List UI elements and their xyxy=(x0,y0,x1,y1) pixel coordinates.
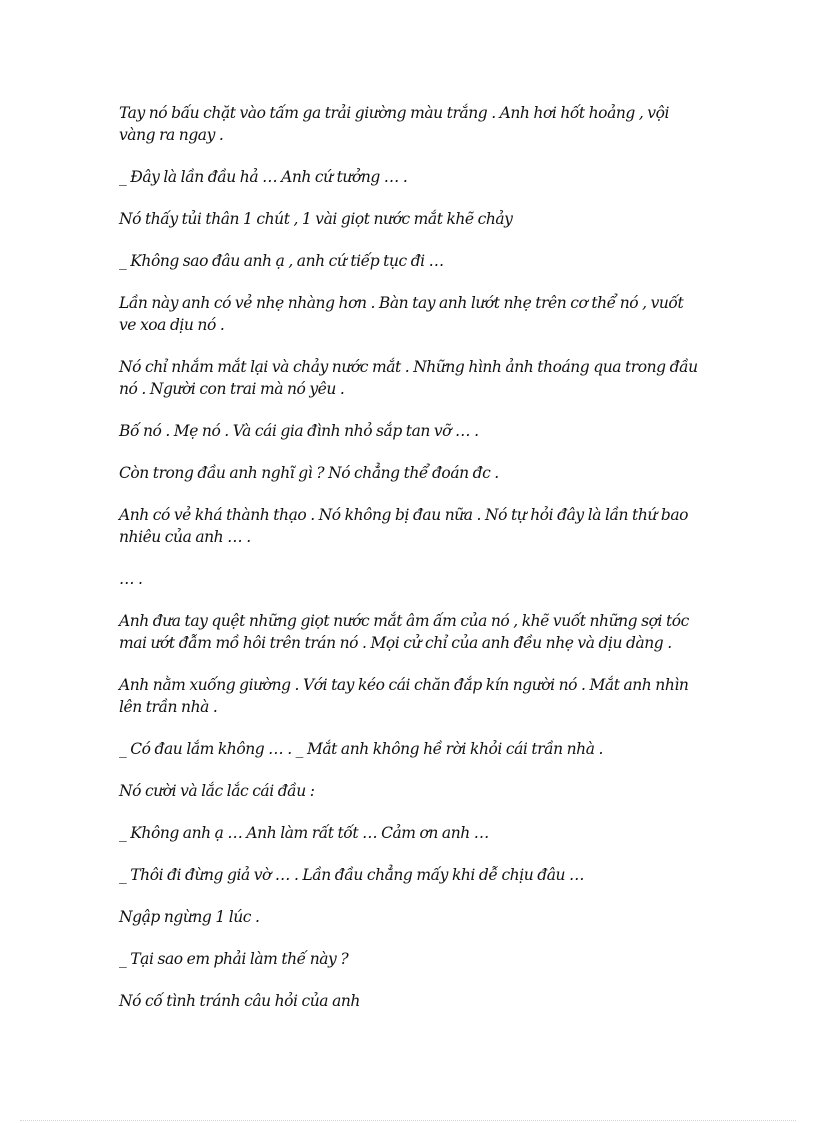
paragraph-6: Nó chỉ nhắm mắt lại và chảy nước mắt . Những hình ảnh thoáng qua trong đầu nó . Người con trai mà nó yêu . xyxy=(119,358,698,398)
paragraph-14: Nó cười và lắc lắc cái đầu : xyxy=(119,782,315,800)
paragraph-9: Anh có vẻ khá thành thạo . Nó không bị đau nữa . Nó tự hỏi đây là lần thứ bao nhiêu của anh … . xyxy=(119,506,689,546)
paragraph-8: Còn trong đầu anh nghĩ gì ? Nó chẳng thể đoán đc . xyxy=(119,464,499,482)
paragraph-16: _ Thôi đi đừng giả vờ … . Lần đầu chẳng mấy khi dễ chịu đâu … xyxy=(119,866,585,884)
paragraph-12: Anh nằm xuống giường . Với tay kéo cái chăn đắp kín người nó . Mắt anh nhìn lên trần nhà . xyxy=(119,676,689,716)
paragraph-13: _ Có đau lắm không … . _ Mắt anh không hề rời khỏi cái trần nhà . xyxy=(119,740,603,758)
paragraph-3: Nó thấy tủi thân 1 chút , 1 vài giọt nước mắt khẽ chảy xyxy=(119,210,513,228)
paragraph-19: Nó cố tình tránh câu hỏi của anh xyxy=(119,992,360,1010)
paragraph-7: Bố nó . Mẹ nó . Và cái gia đình nhỏ sắp tan vỡ … . xyxy=(119,422,479,440)
paragraph-11: Anh đưa tay quệt những giọt nước mắt âm ấm của nó , khẽ vuốt những sợi tóc mai ướt đẫm mồ hôi trên trán nó . Mọi cử chỉ của anh đều nhẹ và dịu dàng . xyxy=(119,612,689,652)
paragraph-5: Lần này anh có vẻ nhẹ nhàng hơn . Bàn tay anh lướt nhẹ trên cơ thể nó , vuốt ve xoa dịu nó . xyxy=(119,294,684,334)
paragraph-15: _ Không anh ạ … Anh làm rất tốt … Cảm ơn anh … xyxy=(119,824,489,842)
paragraph-1: Tay nó bấu chặt vào tấm ga trải giường màu trắng . Anh hơi hốt hoảng , vội vàng ra ngay . xyxy=(119,104,669,144)
paragraph-17: Ngập ngừng 1 lúc . xyxy=(119,908,260,926)
paragraph-18: _ Tại sao em phải làm thế này ? xyxy=(119,950,349,968)
page-bottom-divider xyxy=(20,1120,796,1121)
document-body xyxy=(119,102,699,1032)
paragraph-10: … . xyxy=(119,570,143,588)
paragraph-4: _ Không sao đâu anh ạ , anh cứ tiếp tục đi … xyxy=(119,252,444,270)
paragraph-2: _ Đây là lần đầu hả … Anh cứ tưởng … . xyxy=(119,168,408,186)
